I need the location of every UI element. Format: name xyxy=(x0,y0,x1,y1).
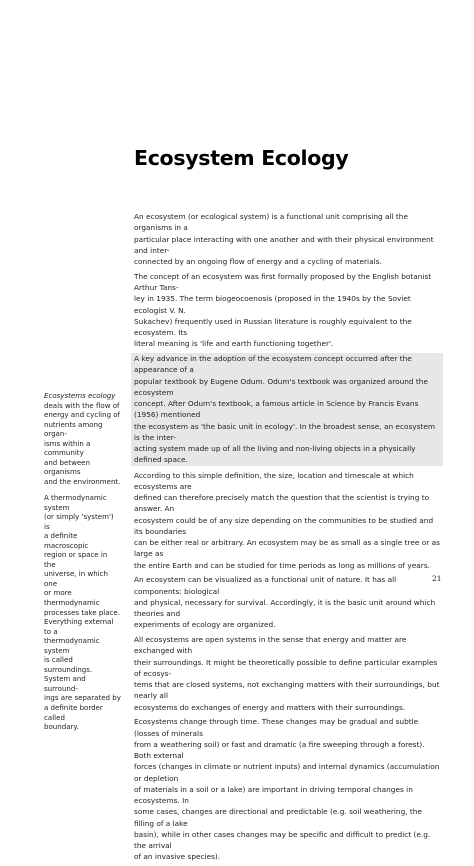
text-line: The concept of an ecosystem was first formally proposed by the English botanist Arthur Tans- xyxy=(134,271,432,292)
text-line: their surroundings. It might be theoretically possible to define particular examples of ecosys- xyxy=(134,657,438,678)
text-line: the entire Earth and can be studied for time periods as long as millions of years. xyxy=(134,560,430,570)
note-line: Everything external to a xyxy=(44,617,114,636)
paragraph-change-through-time xyxy=(134,716,440,862)
note-line: thermodynamic system xyxy=(44,636,100,655)
paragraph-functional-unit xyxy=(134,574,440,630)
text-line: of an invasive species). xyxy=(134,852,221,862)
text-line: tems that are closed systems, not exchanging matters with their surroundings, but nearly all xyxy=(134,680,440,701)
note-line: energy and cycling of xyxy=(44,410,121,420)
paragraph-definition xyxy=(134,211,440,267)
text-line: All ecosystems are open systems in the sense that energy and matter are exchanged with xyxy=(134,635,407,656)
note-line: and the environment. xyxy=(44,476,121,486)
text-line: defined can therefore precisely match the question that the scientist is trying to answer. An xyxy=(134,493,430,514)
note-line: isms within a community xyxy=(44,438,91,458)
note-line: nutrients among organ- xyxy=(44,419,103,439)
text-line: basin), while in other cases changes may be specific and difficult to predict (e.g. the arrival xyxy=(134,829,431,850)
text-line: the ecosystem as 'the basic unit in ecology'. In the broadest sense, an ecosystem is the inter- xyxy=(134,421,436,442)
note-line: region or space in the xyxy=(44,550,108,569)
chapter-title: Ecosystem Ecology xyxy=(134,146,349,170)
text-line: some cases, changes are directional and predictable (e.g. soil weathering, the filling of a lake xyxy=(134,807,422,828)
note-line: System and surround- xyxy=(44,674,86,693)
note-line: processes take place. xyxy=(44,607,121,617)
note-line: (or simply 'system') is xyxy=(44,512,114,531)
text-line: According to this simple definition, the size, location and timescale at which ecosystems are xyxy=(134,470,414,491)
text-line: An ecosystem (or ecological system) is a functional unit comprising all the organisms in a xyxy=(134,212,408,233)
paragraph-odum-highlight xyxy=(131,353,443,466)
text-line: ecosystems do exchanges of energy and matters with their surroundings. xyxy=(134,702,406,712)
text-line: forces (changes in climate or nutrient inputs) and internal dynamics (accumulation or depletion xyxy=(134,762,440,783)
note-line: or more thermodynamic xyxy=(44,588,100,608)
text-line: Ecosystems change through time. These changes may be gradual and subtle (losses of minerals xyxy=(134,717,419,738)
text-line: A key advance in the adoption of the ecosystem concept occurred after the appearance of a xyxy=(134,354,412,375)
note-line: and between organisms xyxy=(44,457,90,477)
page-number: 21 xyxy=(432,574,442,583)
text-line: from a weathering soil) or fast and dramatic (a fire sweeping through a forest). Both external xyxy=(134,739,425,760)
note-line: A thermodynamic system xyxy=(44,493,107,512)
note-line: Ecosystems ecology xyxy=(44,391,116,400)
text-line: ley in 1935. The term biogeocoenosis (proposed in the 1940s by the Soviet ecologist V. N. xyxy=(134,294,411,315)
text-line: popular textbook by Eugene Odum. Odum's textbook was organized around the ecosystem xyxy=(134,376,428,397)
note-line: universe, in which one xyxy=(44,569,108,588)
text-line: particular place interacting with one another and with their physical environment and inter- xyxy=(134,234,434,255)
note-line: is called surroundings. xyxy=(44,655,93,674)
text-line: connected by an ongoing flow of energy and a cycling of materials. xyxy=(134,257,382,266)
text-line: acting system made up of all the living and non-living objects in a physically defined space. xyxy=(134,444,416,465)
text-line: An ecosystem can be visualized as a functional unit of nature. It has all components: biological xyxy=(134,575,397,596)
paragraph-open-systems xyxy=(134,634,440,713)
text-line: concept. After Odum's textbook, a famous article in Science by Francis Evans (1956) mentioned xyxy=(134,399,419,420)
margin-note-ecosystems-ecology xyxy=(44,391,121,486)
text-line: ecosystem could be of any size depending on the communities to be studied and its boundaries xyxy=(134,515,434,536)
paragraph-history xyxy=(134,271,440,350)
note-line: boundary. xyxy=(44,722,79,732)
text-line: literal meaning is 'life and earth functioning together'. xyxy=(134,339,334,349)
text-line: and physical, necessary for survival. Accordingly, it is the basic unit around which theories and xyxy=(134,597,436,618)
paragraph-definition-scope xyxy=(134,470,440,571)
text-line: experiments of ecology are organized. xyxy=(134,620,276,630)
text-line: Sukachev) frequently used in Russian literature is roughly equivalent to the ecosystem. Its xyxy=(134,316,412,337)
note-line: a definite macroscopic xyxy=(44,531,89,550)
margin-note-thermodynamic-system xyxy=(44,493,121,732)
body-text xyxy=(134,211,440,866)
text-line: of materials in a soil or a lake) are important in driving temporal changes in ecosystems. In xyxy=(134,784,413,805)
note-line: ings are separated by xyxy=(44,693,121,703)
text-line: can be either real or arbitrary. An ecosystem may be as small as a single tree or as large as xyxy=(134,538,440,559)
note-line: deals with the flow of xyxy=(44,400,120,410)
note-line: a definite border called xyxy=(44,703,103,722)
